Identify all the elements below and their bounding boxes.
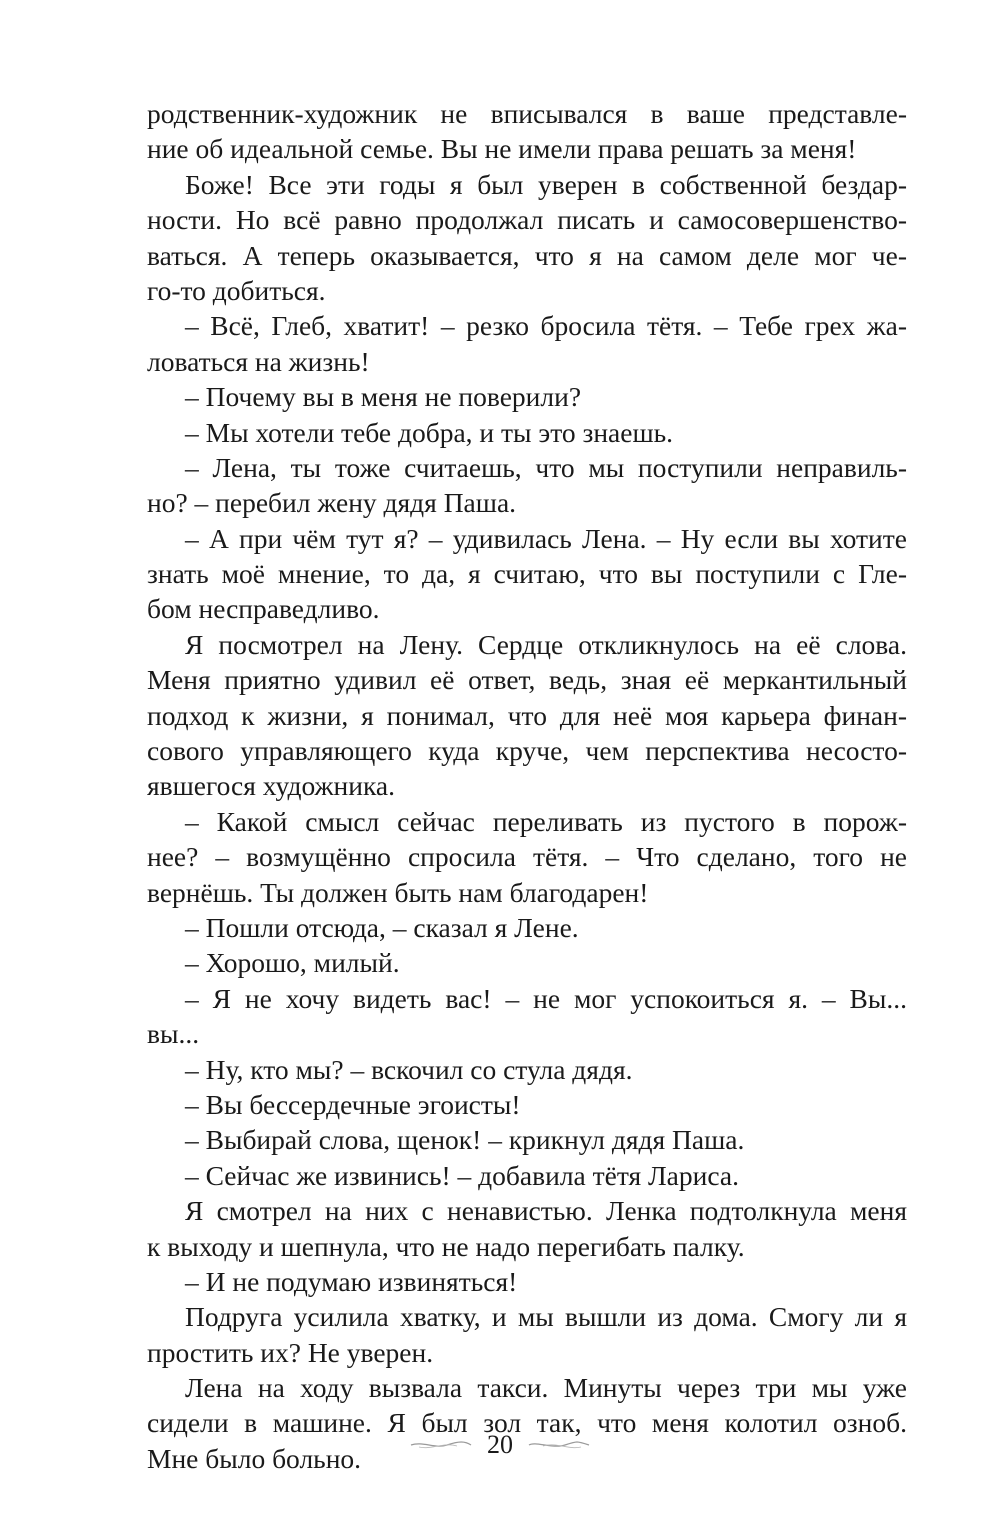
text-line: – Хорошо, милый. <box>185 947 400 979</box>
text-line: подход к жизни, я понимал, что для неё моя карьера финан- <box>147 699 907 731</box>
text-line: – Сейчас же извинись! – добавила тётя Лариса. <box>185 1159 739 1191</box>
text-line: – Всё, Глеб, хватит! – резко бросила тётя. – Тебе грех жа- <box>185 310 907 342</box>
text-line: знать моё мнение, то да, я считаю, что вы поступили с Гле- <box>147 558 907 590</box>
text-line: – Ну, кто мы? – вскочил со стула дядя. <box>185 1053 633 1085</box>
text-line: Я посмотрел на Лену. Сердце откликнулось на её слова. <box>185 628 907 660</box>
text-line: – Выбирай слова, щенок! – крикнул дядя Паша. <box>185 1124 745 1156</box>
text-line: ловаться на жизнь! <box>147 345 370 377</box>
text-line: ние об идеальной семье. Вы не имели права решать за меня! <box>147 133 857 165</box>
body-text <box>147 96 907 1476</box>
text-line: ваться. А теперь оказывается, что я на самом деле мог че- <box>147 239 907 271</box>
text-line: – А при чём тут я? – удивилась Лена. – Ну если вы хотите <box>185 522 907 554</box>
text-line: к выходу и шепнула, что не надо перегибать палку. <box>147 1230 745 1262</box>
text-line: – Какой смысл сейчас переливать из пустого в порож- <box>185 805 907 837</box>
text-line: – И не подумаю извиняться! <box>185 1265 518 1297</box>
page-footer <box>0 1425 1000 1465</box>
text-line: Подруга усилила хватку, и мы вышли из дома. Смогу ли я <box>185 1301 907 1333</box>
text-line: – Вы бессердечные эгоисты! <box>185 1088 521 1120</box>
text-line: но? – перебил жену дядя Паша. <box>147 487 517 519</box>
text-line: сового управляющего куда круче, чем перспектива несосто- <box>147 735 907 767</box>
text-line: ности. Но всё равно продолжал писать и самосовершенство- <box>147 204 907 236</box>
text-line: Мне было больно. <box>147 1442 362 1474</box>
text-line: – Пошли отсюда, – сказал я Лене. <box>185 911 579 943</box>
text-line: – Я не хочу видеть вас! – не мог успокоиться я. – Вы... <box>185 982 907 1014</box>
text-line: го-то добиться. <box>147 274 326 306</box>
text-line: вернёшь. Ты должен быть нам благодарен! <box>147 876 649 908</box>
text-line: вы... <box>147 1018 200 1050</box>
text-line: – Лена, ты тоже считаешь, что мы поступили неправиль- <box>185 451 907 483</box>
text-line: – Мы хотели тебе добра, и ты это знаешь. <box>185 416 674 448</box>
text-line: простить их? Не уверен. <box>147 1336 434 1368</box>
right-flourish-ornament <box>527 1438 591 1452</box>
text-line: родственник-художник не вписывался в ваше представле- <box>147 98 907 129</box>
text-line: бом несправедливо. <box>147 593 380 625</box>
text-line: явшегося художника. <box>147 770 396 802</box>
page-number: 20 <box>487 1430 513 1459</box>
text-line: Лена на ходу вызвала такси. Минуты через три мы уже <box>185 1372 907 1404</box>
text-line: – Почему вы в меня не поверили? <box>185 381 582 413</box>
text-line: Боже! Все эти годы я был уверен в собственной бездар- <box>185 168 907 200</box>
text-line: Я смотрел на них с ненавистью. Ленка подтолкнула меня <box>185 1195 907 1227</box>
left-flourish-ornament <box>409 1438 473 1452</box>
text-line: сидели в машине. Я был зол так, что меня колотил озноб. <box>147 1407 907 1439</box>
text-line: нее? – возмущённо спросила тётя. – Что сделано, того не <box>147 841 907 873</box>
text-line: Меня приятно удивил её ответ, ведь, зная её меркантильный <box>147 664 907 696</box>
